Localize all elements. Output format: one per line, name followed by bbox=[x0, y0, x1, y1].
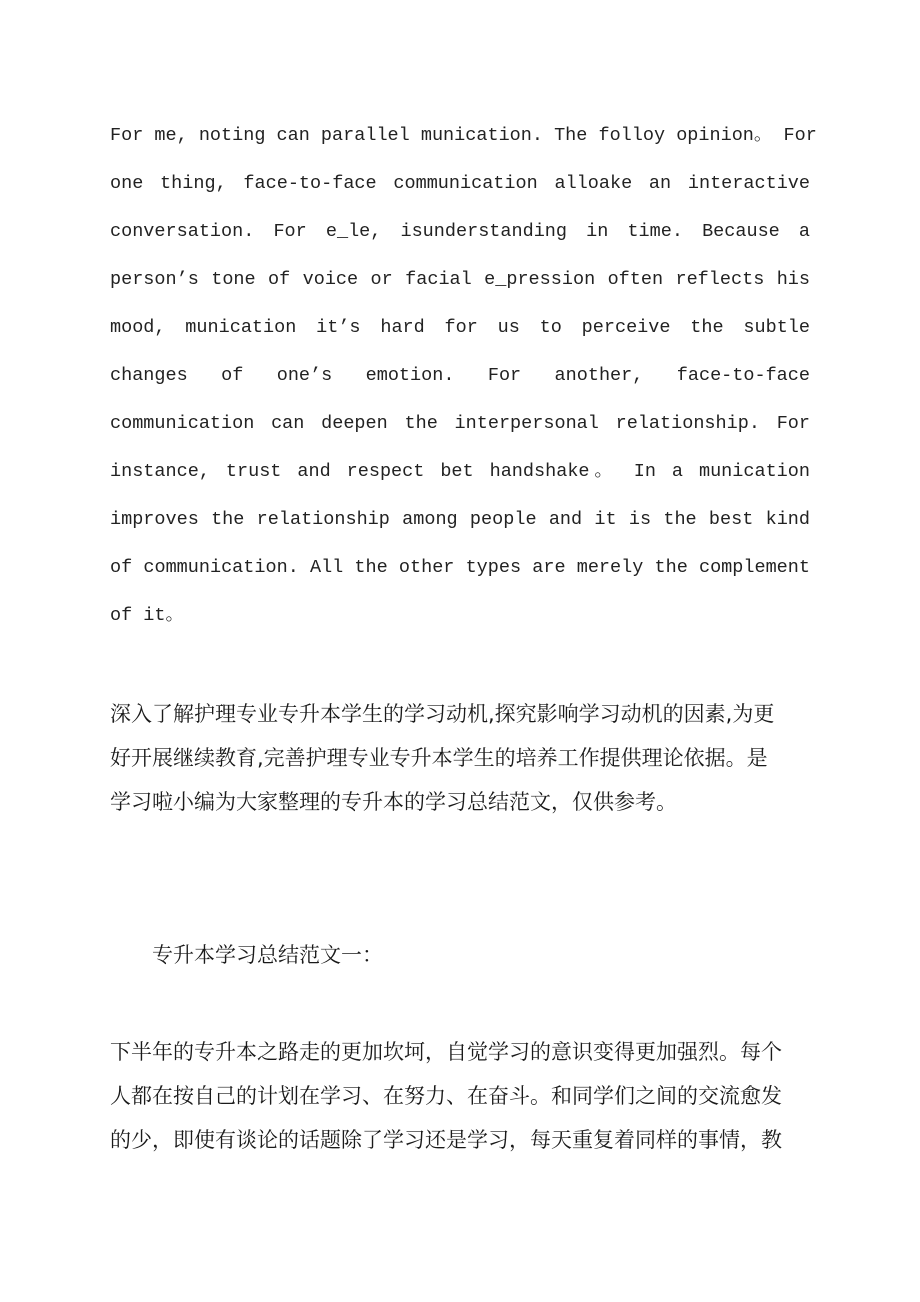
body-line: 下半年的专升本之路走的更加坎坷，自觉学习的意识变得更加强烈。每个 bbox=[110, 1040, 782, 1064]
english-line: instance, trust and respect bet handshake。 In a munication bbox=[110, 461, 810, 482]
english-paragraph bbox=[110, 116, 817, 644]
english-line: of communication. All the other types are merely the complement bbox=[110, 557, 810, 578]
body-paragraph bbox=[110, 1030, 810, 1162]
intro-line: 学习啦小编为大家整理的专升本的学习总结范文，仅供参考。 bbox=[110, 790, 677, 814]
english-line: conversation. For e_le, isunderstanding in time. Because a bbox=[110, 221, 810, 242]
intro-line: 好开展继续教育,完善护理专业专升本学生的培养工作提供理论依据。是 bbox=[110, 746, 768, 770]
english-line: For me, noting can parallel munication. The folloy opinion。 For bbox=[110, 125, 817, 146]
english-line: of it。 bbox=[110, 605, 185, 626]
intro-paragraph bbox=[110, 692, 810, 824]
english-line: changes of one’s emotion. For another, face-to-face bbox=[110, 365, 810, 386]
body-line: 的少，即使有谈论的话题除了学习还是学习，每天重复着同样的事情，教 bbox=[110, 1128, 782, 1152]
section-heading: 专升本学习总结范文一： bbox=[152, 943, 383, 967]
intro-line: 深入了解护理专业专升本学生的学习动机,探究影响学习动机的因素,为更 bbox=[110, 702, 775, 726]
english-line: one thing, face-to-face communication alloake an interactive bbox=[110, 173, 810, 194]
english-line: mood, munication it’s hard for us to perceive the subtle bbox=[110, 317, 810, 338]
body-line: 人都在按自己的计划在学习、在努力、在奋斗。和同学们之间的交流愈发 bbox=[110, 1084, 782, 1108]
english-line: improves the relationship among people and it is the best kind bbox=[110, 509, 810, 530]
english-line: communication can deepen the interpersonal relationship. For bbox=[110, 413, 810, 434]
english-line: person’s tone of voice or facial e_pression often reflects his bbox=[110, 269, 810, 290]
